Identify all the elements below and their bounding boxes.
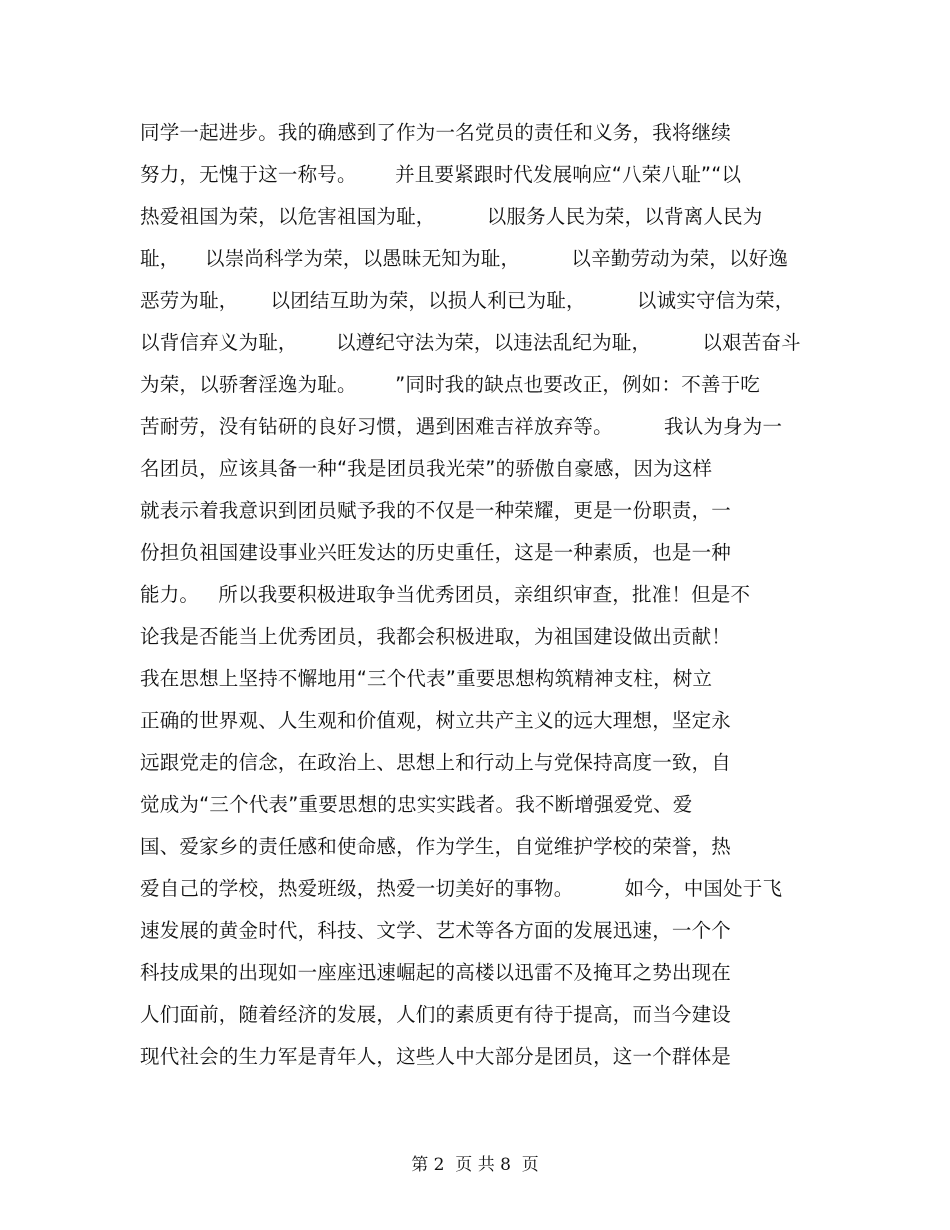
text-line: 苦耐劳，没有钻研的良好习惯，遇到困难吉祥放弃等。 我认为身为一 [140,415,783,438]
text-line: 速发展的黄金时代，科技、文学、艺术等各方面的发展迅速，一个个 [140,919,732,942]
text-line: 能力。 所以我要积极进取争当优秀团员，亲组织审查，批准！但是不 [140,583,751,606]
text-line: 国、爱家乡的责任感和使命感，作为学生，自觉维护学校的荣誉，热 [140,835,732,858]
text-line: 我在思想上坚持不懈地用“三个代表”重要思想构筑精神支柱，树立 [140,667,713,690]
text-line: 觉成为“三个代表”重要思想的忠实实践者。我不断增强爱党、爱 [140,793,693,816]
text-line: 努力，无愧于这一称号。 并且要紧跟时代发展响应“八荣八耻”“以 [140,163,742,186]
text-line: 科技成果的出现如一座座迅速崛起的高楼以迅雷不及掩耳之势出现在 [140,961,732,984]
text-line: 份担负祖国建设事业兴旺发达的历史重任，这是一种素质，也是一种 [140,541,732,564]
text-line: 现代社会的生力军是青年人，这些人中大部分是团员，这一个群体是 [140,1045,732,1068]
text-line: 以背信弃义为耻， 以遵纪守法为荣，以违法乱纪为耻， 以艰苦奋斗 [140,331,801,354]
text-line: 人们面前，随着经济的发展，人们的素质更有待于提高，而当今建设 [140,1003,732,1026]
text-line: 恶劳为耻， 以团结互助为荣，以损人利已为耻， 以诚实守信为荣， [140,289,795,312]
text-line: 热爱祖国为荣，以危害祖国为耻， 以服务人民为荣，以背离人民为 [140,205,763,228]
text-line: 为荣，以骄奢淫逸为耻。 ”同时我的缺点也要改正，例如：不善于吃 [140,373,760,396]
text-line: 远跟党走的信念，在政治上、思想上和行动上与党保持高度一致，自 [140,751,732,774]
text-line: 名团员，应该具备一种“我是团员我光荣”的骄傲自豪感，因为这样 [140,457,713,480]
body-text [140,112,820,1078]
text-line: 爱自己的学校，热爱班级，热爱一切美好的事物。 如今，中国处于飞 [140,877,783,900]
text-line: 就表示着我意识到团员赋予我的不仅是一种荣耀，更是一份职责，一 [140,499,732,522]
text-line: 论我是否能当上优秀团员，我都会积极进取，为祖国建设做出贡献！ [140,625,732,648]
text-line: 正确的世界观、人生观和价值观，树立共产主义的远大理想，坚定永 [140,709,732,732]
page-number-footer: 第 2 页 共 8 页 [411,1155,539,1175]
text-line: 耻， 以崇尚科学为荣，以愚昧无知为耻， 以辛勤劳动为荣，以好逸 [140,247,789,270]
text-line: 同学一起进步。我的确感到了作为一名党员的责任和义务，我将继续 [140,121,732,144]
